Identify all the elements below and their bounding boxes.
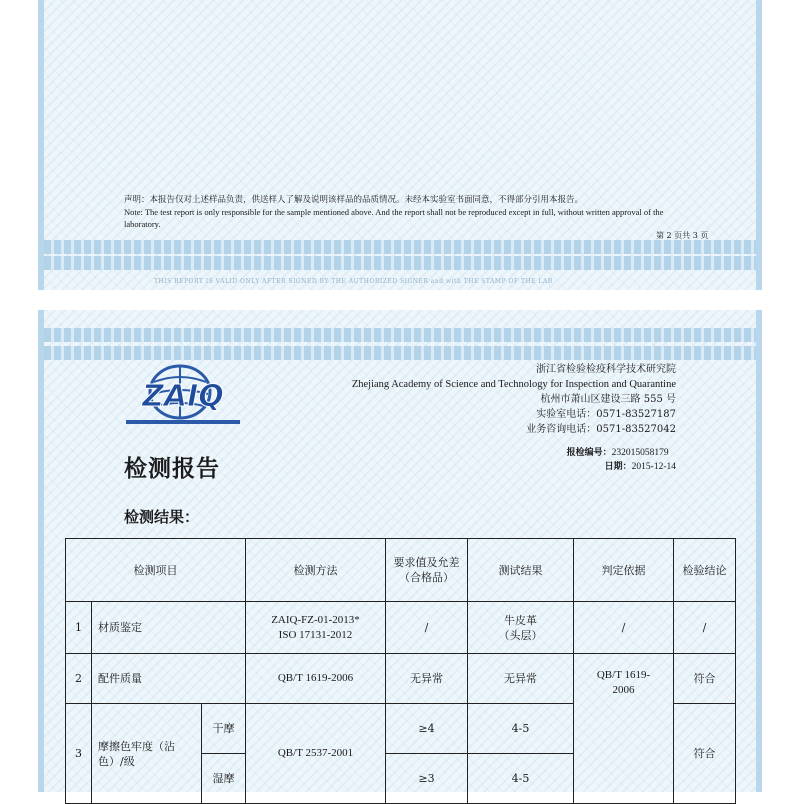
row-item: 材质鉴定 bbox=[92, 602, 246, 654]
report-meta bbox=[567, 446, 676, 474]
logo-text: ZAIQ bbox=[142, 379, 224, 414]
header-item: 检测项目 bbox=[66, 539, 246, 602]
row-sub-wet: 湿摩 bbox=[202, 754, 246, 804]
row-requirement: 无异常 bbox=[386, 654, 468, 704]
row-item: 摩擦色牢度（沾色）/级 bbox=[92, 704, 202, 804]
security-band bbox=[44, 328, 756, 342]
report-date-label: 日期： bbox=[604, 462, 632, 472]
report-number-label: 报检编号： bbox=[566, 448, 612, 458]
row-requirement: / bbox=[386, 602, 468, 654]
disclaimer-cn: 声明：本报告仅对上述样品负责，供送样人了解及说明该样品的品质情况。未经本实验室书面同意，不得部分引用本报告。 bbox=[124, 195, 584, 205]
row-result: 无异常 bbox=[468, 654, 574, 704]
security-band bbox=[44, 256, 756, 270]
header-result: 测试结果 bbox=[468, 539, 574, 602]
institute-name-cn: 浙江省检验检疫科学技术研究院 bbox=[536, 364, 676, 375]
report-number: 232015058179 bbox=[611, 448, 669, 458]
security-band bbox=[44, 240, 756, 254]
header-method: 检测方法 bbox=[246, 539, 386, 602]
table-header-row bbox=[66, 539, 736, 602]
institute-block bbox=[256, 362, 676, 437]
disclaimer-en: Note: The test report is only responsible for the sample mentioned above. And the report shall not be reproduced except in full, without written approval of the laboratory. bbox=[124, 207, 664, 229]
row-basis: QB/T 1619- 2006 bbox=[574, 654, 674, 804]
institute-name-en: Zhejiang Academy of Science and Technology for Inspection and Quarantine bbox=[351, 379, 676, 390]
row-sub-dry: 干摩 bbox=[202, 704, 246, 754]
lab-phone: 实验室电话：0571-83527187 bbox=[536, 409, 676, 420]
service-phone: 业务咨询电话：0571-83527042 bbox=[526, 424, 676, 435]
row-res-dry: 4-5 bbox=[468, 704, 574, 754]
row-basis: / bbox=[574, 602, 674, 654]
header-requirement: 要求值及允差（合格品） bbox=[386, 539, 468, 602]
row-method: ZAIQ-FZ-01-2013* ISO 17131-2012 bbox=[246, 602, 386, 654]
row-res-wet: 4-5 bbox=[468, 754, 574, 804]
footer-note: THIS REPORT IS VALID ONLY AFTER SIGNED BY THE AUTHORIZED SIGNER and with THE STAMP OF THE LAB bbox=[154, 278, 553, 285]
header-basis: 判定依据 bbox=[574, 539, 674, 602]
row-conclusion: 符合 bbox=[674, 704, 736, 804]
table-row bbox=[66, 602, 736, 654]
row-method: QB/T 1619-2006 bbox=[246, 654, 386, 704]
table-row bbox=[66, 654, 736, 704]
row-no: 3 bbox=[66, 704, 92, 804]
row-req-dry: ≥4 bbox=[386, 704, 468, 754]
page-number: 第 2 页共 3 页 bbox=[656, 231, 709, 240]
results-table bbox=[65, 538, 736, 804]
results-label: 检测结果： bbox=[124, 508, 200, 526]
row-req-wet: ≥3 bbox=[386, 754, 468, 804]
row-no: 2 bbox=[66, 654, 92, 704]
institute-address: 杭州市萧山区建设三路 555 号 bbox=[540, 394, 676, 405]
zaiq-logo bbox=[118, 358, 248, 438]
disclaimer bbox=[124, 194, 684, 230]
row-no: 1 bbox=[66, 602, 92, 654]
row-result: 牛皮革 （头层） bbox=[468, 602, 574, 654]
row-item: 配件质量 bbox=[92, 654, 246, 704]
row-method: QB/T 2537-2001 bbox=[246, 704, 386, 804]
previous-page bbox=[38, 0, 762, 290]
report-date: 2015-12-14 bbox=[631, 462, 676, 472]
row-conclusion: / bbox=[674, 602, 736, 654]
header-conclusion: 检验结论 bbox=[674, 539, 736, 602]
row-conclusion: 符合 bbox=[674, 654, 736, 704]
report-title: 检测报告 bbox=[124, 456, 220, 482]
